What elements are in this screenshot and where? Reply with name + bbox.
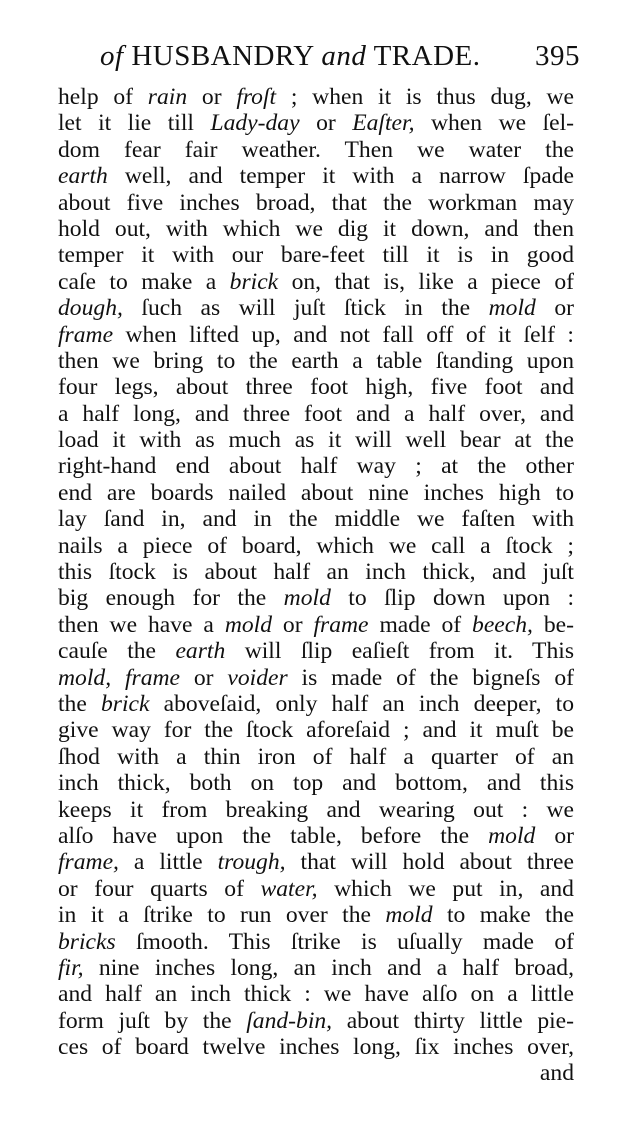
text-run: or four quarts of (58, 875, 261, 902)
text-run: right-hand end about half way ; at the other (58, 453, 574, 480)
text-run: ſmooth. This ſtrike is uſually made of (115, 928, 574, 955)
text-run: end are boards nailed about nine inches high to (58, 479, 574, 506)
italic-text: trough, (217, 849, 286, 876)
text-line (58, 955, 574, 981)
italic-text: brick (229, 268, 279, 295)
italic-text: brick (101, 690, 150, 717)
text-run: which we put in, and (317, 875, 574, 902)
text-run: keeps it from breaking and wearing out : we (58, 796, 574, 823)
text-line (58, 506, 574, 532)
text-run: caſe to make a (58, 268, 230, 295)
text-line (58, 216, 574, 242)
text-run: or (272, 611, 314, 638)
text-line (58, 427, 574, 453)
text-run: nails a piece of board, which we call a ſtock ; (58, 532, 574, 559)
text-run: is made of the bigneſs of (287, 664, 574, 691)
italic-text: voider (227, 664, 288, 691)
text-run: about thirty little pie- (332, 1007, 574, 1034)
italic-text: Eaſter, (352, 110, 415, 137)
text-line (58, 269, 574, 295)
text-run: about five inches broad, that the workman may (58, 189, 574, 216)
italic-text: frame (58, 321, 114, 348)
text-run: be- (532, 611, 574, 638)
text-line (58, 849, 574, 875)
text-run: big enough for the (58, 585, 284, 612)
text-run: ; when it is thus dug, we (276, 84, 574, 110)
text-run: this ſtock is about half an inch thick, and juſt (58, 559, 574, 586)
text-run: or (299, 110, 353, 137)
italic-text: mold (488, 295, 536, 322)
text-run: nine inches long, an inch and a half broad, (83, 954, 574, 981)
italic-text: dough, (58, 295, 123, 322)
header-and: and (321, 40, 367, 72)
text-run: when lifted up, and not fall off of it ſelf : (113, 321, 574, 348)
italic-text: bricks (58, 928, 116, 955)
italic-text: mold (224, 611, 272, 638)
text-run: load it with as much as it will well bear at the (58, 427, 574, 454)
text-run: a little (118, 849, 218, 876)
text-line (58, 691, 574, 717)
italic-text: mold (283, 585, 331, 612)
text-run: or (187, 84, 237, 110)
text-line (58, 981, 574, 1007)
text-run: will ſlip eaſieſt from it. This (225, 638, 574, 665)
header-husbandry: HUSBANDRY (131, 40, 314, 72)
text-line (58, 322, 574, 348)
text-line (58, 110, 574, 136)
text-line (58, 533, 574, 559)
text-line (58, 585, 574, 611)
italic-text: earth (58, 163, 108, 190)
text-run: cauſe the (58, 638, 176, 665)
text-line (58, 1008, 574, 1034)
text-line (58, 295, 574, 321)
text-run: help of (58, 84, 148, 110)
running-header (100, 40, 580, 80)
text-line (58, 823, 574, 849)
text-line (58, 876, 574, 902)
text-run: four legs, about three foot high, five foot and (58, 374, 574, 401)
text-run: that will hold about three (285, 849, 574, 876)
italic-text: water, (260, 875, 318, 902)
italic-text: Lady-day (210, 110, 300, 137)
text-run: inch thick, both on top and bottom, and this (58, 770, 574, 797)
text-run: alſo have upon the table, before the (58, 822, 489, 849)
italic-text: mold (385, 902, 433, 929)
text-line (58, 163, 574, 189)
text-run: aboveſaid, only half an inch deeper, to (149, 690, 574, 717)
text-run: made of (368, 611, 473, 638)
header-of: of (100, 40, 124, 72)
text-line (58, 770, 574, 796)
text-run: then we have a (58, 611, 225, 638)
text-line (58, 665, 574, 691)
italic-text: frame (313, 611, 369, 638)
text-line (58, 929, 574, 955)
text-run: ces of board twelve inches long, ſix inches over, (58, 1034, 574, 1061)
italic-text: mold (488, 822, 536, 849)
text-line (58, 1060, 574, 1086)
text-line (58, 190, 574, 216)
italic-text: beech, (472, 611, 533, 638)
text-run: and half an inch thick : we have alſo on a little (58, 981, 574, 1008)
text-line (58, 744, 574, 770)
text-run: a half long, and three foot and a half over, and (58, 400, 574, 427)
text-run: temper it with our bare-feet till it is in good (58, 242, 574, 269)
text-line (58, 559, 574, 585)
text-run: ſuch as will juſt ſtick in the (122, 295, 489, 322)
text-run: let it lie till (58, 110, 211, 137)
text-line (58, 1034, 574, 1060)
text-line (58, 84, 574, 110)
text-line (58, 638, 574, 664)
text-line (58, 401, 574, 427)
text-line (58, 797, 574, 823)
text-run: give way for the ſtock aforeſaid ; and it muſt be (58, 717, 574, 744)
body-text (58, 84, 574, 1087)
text-run: to make the (432, 902, 574, 929)
text-run: well, and temper it with a narrow ſpade (107, 163, 574, 190)
text-run: form juſt by the (58, 1007, 247, 1034)
text-run: dom fear fair weather. Then we water the (58, 136, 574, 163)
italic-text: froſt (236, 84, 277, 110)
italic-text: earth (175, 638, 226, 665)
text-line (58, 480, 574, 506)
italic-text: rain (147, 84, 188, 110)
page-number: 395 (535, 40, 580, 72)
text-line (58, 612, 574, 638)
text-run: or (180, 664, 228, 691)
text-line (58, 374, 574, 400)
text-run: the (58, 690, 101, 717)
text-run: when we ſel- (414, 110, 574, 137)
italic-text: fir, (58, 954, 84, 981)
text-run: on, that is, like a piece of (278, 268, 574, 295)
text-run: or (535, 295, 574, 322)
header-trade: TRADE. (373, 40, 481, 72)
italic-text: ſand-bin, (246, 1007, 333, 1034)
text-run: then we bring to the earth a table ſtanding upon (58, 347, 574, 374)
text-run: lay ſand in, and in the middle we faſten with (58, 506, 574, 533)
text-run: ſhod with a thin iron of half a quarter of an (58, 743, 574, 770)
text-line (58, 348, 574, 374)
italic-text: frame, (58, 849, 119, 876)
text-line (58, 453, 574, 479)
text-line (58, 902, 574, 928)
italic-text: mold, frame (58, 664, 180, 691)
text-run: and (539, 1060, 574, 1087)
text-line (58, 717, 574, 743)
text-run: to ſlip down upon : (330, 585, 574, 612)
text-line (58, 137, 574, 163)
text-run: in it a ſtrike to run over the (58, 902, 386, 929)
text-run: or (535, 822, 574, 849)
text-line (58, 242, 574, 268)
running-title (100, 40, 481, 73)
text-run: hold out, with which we dig it down, and then (58, 215, 574, 242)
